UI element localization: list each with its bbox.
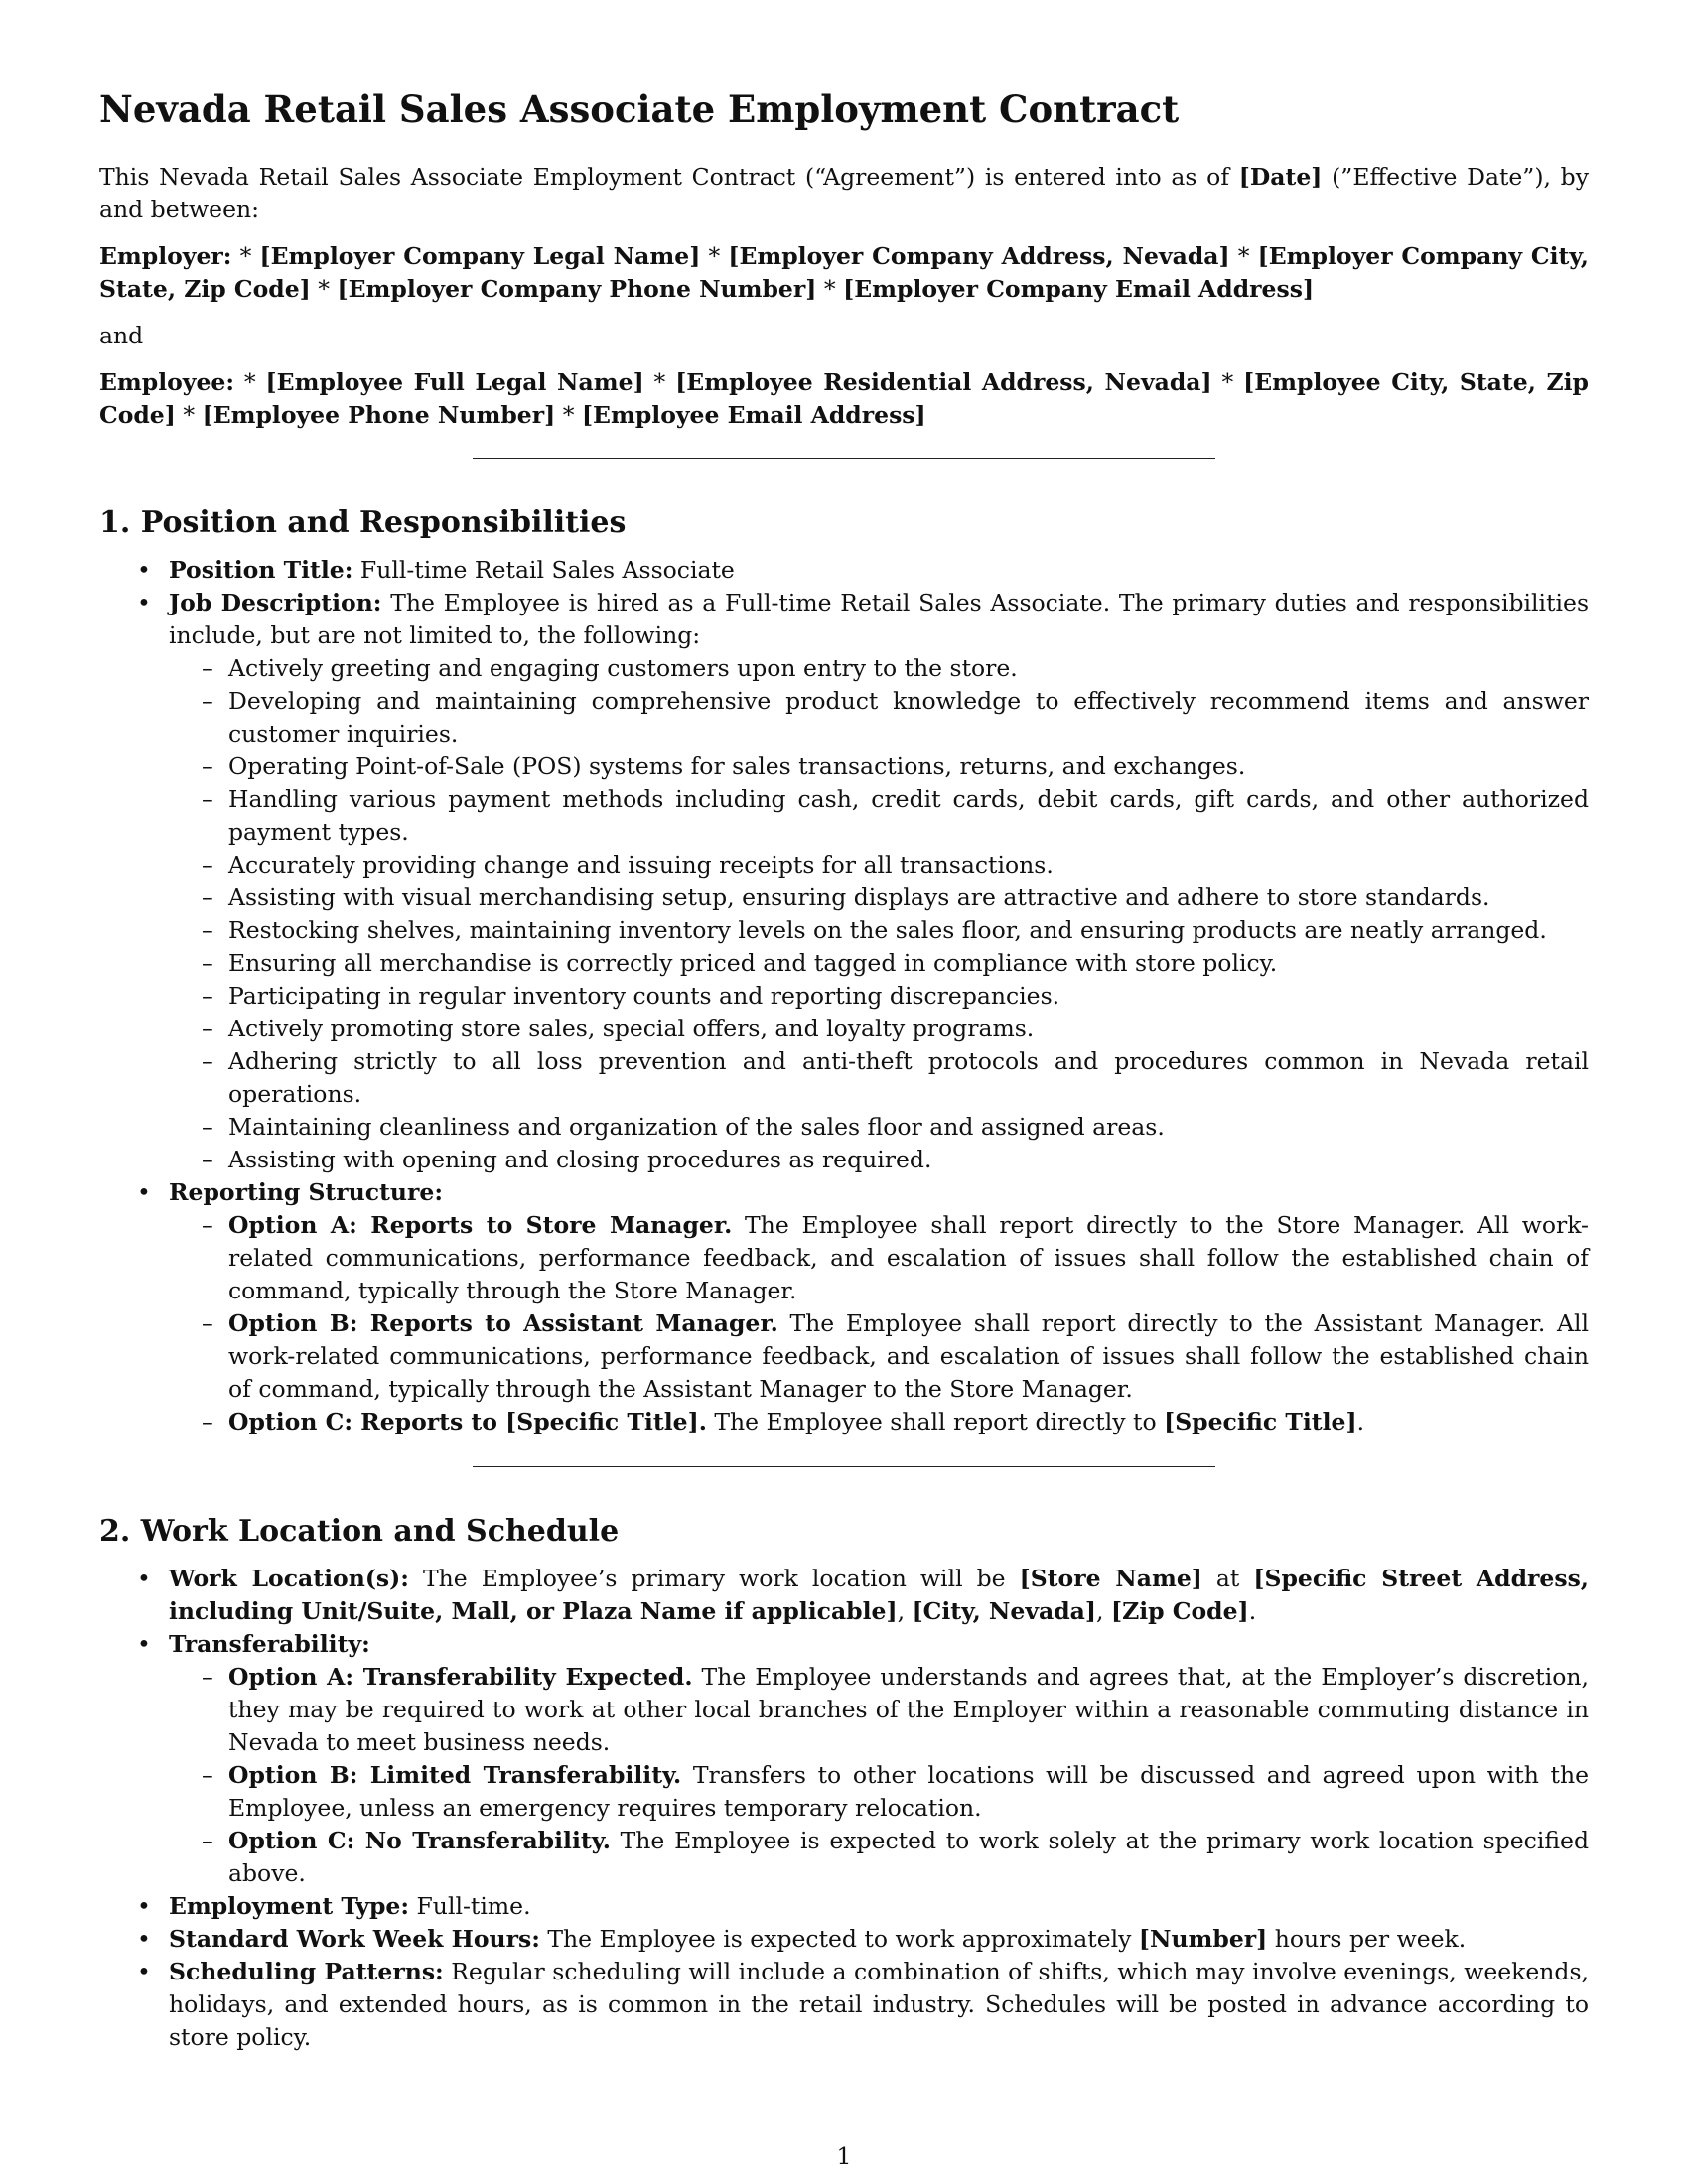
duty-item: – Accurately providing change and issuing receipts for all transactions. — [169, 849, 1589, 882]
list-item: • Job Description: The Employee is hired as a Full-time Retail Sales Associate. The primary duties and responsibilities include, but are not limited to, the following: – Actively greeting and engaging customers upon entry to the store. – Developing and maintaining comprehensive product knowledge to effectively recommend items and answer customer inquiries. – Operating Point-of-Sale (POS) systems for sales transactions, returns, and exchanges. – Handling various payment methods including cash, credit cards, debit cards, gift cards, and other authorized payment types. – Accurately providing change and issuing receipts for all transactions. – Assisting with visual merchandising setup, ensuring displays are attractive and adhere to store standards. – Restocking shelves, maintaining inventory levels on the sales floor, and ensuring products are neatly arranged. – Ensuring all merchandise is correctly priced and tagged in compliance with store policy. – Participating in regular inventory counts and reporting discrepancies. – Actively promoting store sales, special offers, and loyalty programs. – Adhering strictly to all loss prevention and anti-theft protocols and procedures common in Nevada retail operations. – Maintaining cleanliness and organization of the sales floor and assigned areas. – Assisting with opening and closing procedures as required. — [99, 587, 1589, 1176]
employer-field: [Employer Company City, State, Zip Code] — [99, 242, 1589, 303]
duty-item: – Participating in regular inventory counts and reporting discrepancies. — [169, 980, 1589, 1013]
duty-item: – Developing and maintaining comprehensive product knowledge to effectively recommend items and answer customer inquiries. — [169, 685, 1589, 751]
employee-field: [Employee Residential Address, Nevada] — [675, 368, 1212, 396]
intro-paragraph: This Nevada Retail Sales Associate Employment Contract (“Agreement”) is entered into as of [Date] (”Effective Date”), by and between: — [99, 163, 1590, 223]
reporting-option-c: – Option C: Reports to [Specific Title]. The Employee shall report directly to [Specific Title]. — [169, 1406, 1589, 1438]
list-item: • Work Location(s): The Employee’s primary work location will be [Store Name] at [Specific Street Address, including Unit/Suite, Mall, or Plaza Name if applicable], [City, Nevada], [Zip Code]. — [99, 1563, 1589, 1628]
list-item: • Standard Work Week Hours: The Employee is expected to work approximately [Number] hours per week. — [99, 1923, 1589, 1956]
list-item: • Position Title: Full-time Retail Sales Associate — [99, 554, 1589, 587]
reporting-option-b: – Option B: Reports to Assistant Manager. The Employee shall report directly to the Assistant Manager. All work-related communications, performance feedback, and escalation of issues shall follow the established chain of command, typically through the Assistant Manager to the Store Manager. — [169, 1307, 1589, 1406]
section-1-heading: 1. Position and Responsibilities — [99, 505, 627, 540]
section-divider — [473, 458, 1215, 459]
document-page — [99, 87, 1589, 2054]
employee-block: Employee: * [Employee Full Legal Name] * [Employee Residential Address, Nevada] * [Employee City, State, Zip Code] * [Employee Phone Number] * [Employee Email Address] — [99, 368, 1589, 429]
duty-item: – Assisting with visual merchandising setup, ensuring displays are attractive and adhere to store standards. — [169, 882, 1589, 914]
duty-item: – Ensuring all merchandise is correctly priced and tagged in compliance with store policy. — [169, 947, 1589, 980]
employee-field: [Employee Email Address] — [581, 401, 926, 429]
document-title: Nevada Retail Sales Associate Employment Contract — [99, 87, 1180, 131]
duty-item: – Actively greeting and engaging customers upon entry to the store. — [169, 652, 1589, 685]
employer-field: [Employer Company Legal Name] — [259, 242, 701, 270]
employer-block: Employer: * [Employer Company Legal Name] * [Employer Company Address, Nevada] * [Employer Company City, State, Zip Code] * [Employer Company Phone Number] * [Employer Company Email Address] — [99, 242, 1589, 303]
employee-field: [Employee Full Legal Name] — [265, 368, 644, 396]
section-2-list — [99, 1563, 1589, 2054]
transfer-option-a: – Option A: Transferability Expected. The Employee understands and agrees that, at the Employer’s discretion, they may be required to work at other local branches of the Employer within a reasonable commuting distance in Nevada to meet business needs. — [169, 1661, 1589, 1759]
section-1-list — [99, 554, 1589, 1438]
and-text: and — [99, 322, 144, 349]
duties-list — [169, 652, 1589, 1176]
employer-field: [Employer Company Email Address] — [843, 275, 1315, 303]
list-item: • Scheduling Patterns: Regular scheduling will include a combination of shifts, which may involve evenings, weekends, holidays, and extended hours, as is common in the retail industry. Schedules will be posted in advance according to store policy. — [99, 1956, 1589, 2054]
transfer-option-c: – Option C: No Transferability. The Employee is expected to work solely at the primary work location specified above. — [169, 1825, 1589, 1890]
employer-field: [Employer Company Address, Nevada] — [728, 242, 1230, 270]
duty-item: – Operating Point-of-Sale (POS) systems for sales transactions, returns, and exchanges. — [169, 751, 1589, 783]
list-item: • Employment Type: Full-time. — [99, 1890, 1589, 1923]
reporting-option-a: – Option A: Reports to Store Manager. The Employee shall report directly to the Store Manager. All work-related communications, performance feedback, and escalation of issues shall follow the established chain of command, typically through the Store Manager. — [169, 1209, 1589, 1307]
employer-label: Employer: — [99, 242, 232, 270]
transfer-option-b: – Option B: Limited Transferability. Transfers to other locations will be discussed and agreed upon with the Employee, unless an emergency requires temporary relocation. — [169, 1759, 1589, 1825]
page-number: 1 — [836, 2142, 852, 2170]
list-item: • Reporting Structure: – Option A: Reports to Store Manager. The Employee shall report directly to the Store Manager. All work-related communications, performance feedback, and escalation of issues shall follow the established chain of command, typically through the Store Manager. – Option B: Reports to Assistant Manager. The Employee shall report directly to the Assistant Manager. All work-related communications, performance feedback, and escalation of issues shall follow the established chain of command, typically through the Assistant Manager to the Store Manager. – Option C: Reports to [Specific Title]. The Employee shall report directly to [Specific Title]. — [99, 1176, 1589, 1438]
duty-item: – Assisting with opening and closing procedures as required. — [169, 1144, 1589, 1176]
section-divider — [473, 1466, 1215, 1467]
duty-item: – Adhering strictly to all loss prevention and anti-theft protocols and procedures common in Nevada retail operations. — [169, 1045, 1589, 1111]
duty-item: – Maintaining cleanliness and organization of the sales floor and assigned areas. — [169, 1111, 1589, 1144]
employee-field: [Employee City, State, Zip Code] — [99, 368, 1589, 429]
employee-label: Employee: — [99, 368, 235, 396]
employer-field: [Employer Company Phone Number] — [337, 275, 817, 303]
section-2-heading: 2. Work Location and Schedule — [99, 1514, 620, 1549]
reporting-options — [169, 1209, 1589, 1438]
employee-field: [Employee Phone Number] — [202, 401, 556, 429]
list-item: • Transferability: – Option A: Transferability Expected. The Employee understands and agrees that, at the Employer’s discretion, they may be required to work at other local branches of the Employer within a reasonable commuting distance in Nevada to meet business needs. – Option B: Limited Transferability. Transfers to other locations will be discussed and agreed upon with the Employee, unless an emergency requires temporary relocation. – Option C: No Transferability. The Employee is expected to work solely at the primary work location specified above. — [99, 1628, 1589, 1890]
duty-item: – Handling various payment methods including cash, credit cards, debit cards, gift cards, and other authorized payment types. — [169, 783, 1589, 849]
transferability-options — [169, 1661, 1589, 1890]
duty-item: – Actively promoting store sales, special offers, and loyalty programs. — [169, 1013, 1589, 1045]
duty-item: – Restocking shelves, maintaining inventory levels on the sales floor, and ensuring products are neatly arranged. — [169, 914, 1589, 947]
date-field: [Date] — [1238, 163, 1323, 191]
